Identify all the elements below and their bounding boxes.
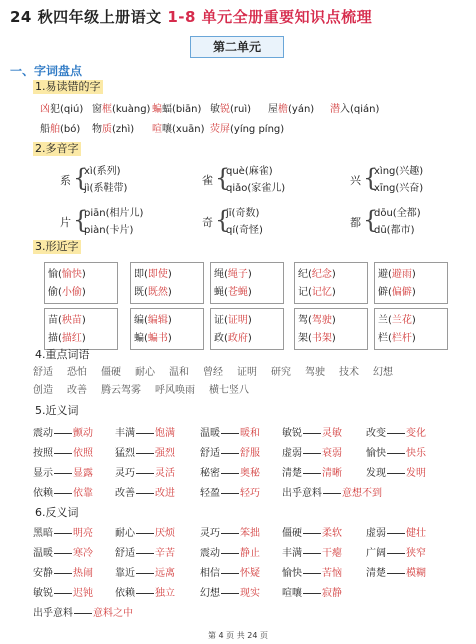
dash-line [303,473,321,474]
similar-char-item: 避(避雨) [378,269,416,280]
word-pair [33,464,93,479]
similar-char-item: 记(记忆) [298,287,336,298]
dash-line [54,493,72,494]
word-pair [366,464,426,479]
dash-line [387,453,405,454]
pair-word: 灵敏 [322,428,342,439]
dash-line [54,433,72,434]
pair-word: 黑暗 [33,528,53,539]
pair-word: 愉快 [282,568,302,579]
pair-word: 柔软 [322,528,342,539]
highlight-char: 兰花 [391,315,412,326]
key-word: 舒适 [33,367,53,378]
pair-word: 清楚 [282,468,302,479]
highlight-char: 蝙 [152,104,162,115]
highlight-char: 凶 [40,104,50,115]
similar-char-item: 架(书架) [298,333,336,344]
dash-line [221,453,239,454]
pair-word: 清晰 [322,468,342,479]
dash-line [303,433,321,434]
pair-word: 震动 [33,428,53,439]
key-words-label: 4.重点词语 [35,348,90,361]
key-word: 恐怕 [67,367,87,378]
word-pair [200,424,260,439]
highlight-char: 小偷 [61,287,82,298]
pair-word: 耐心 [115,528,135,539]
key-word: 证明 [237,367,257,378]
word-pair [200,544,260,559]
pair-word: 笨拙 [240,528,260,539]
unit-heading: 第二单元 [190,36,284,58]
word-pair [282,544,342,559]
brace-icon: { [73,164,89,192]
pair-word: 舒服 [240,448,260,459]
dash-line [136,453,154,454]
highlight-char: 政府 [227,333,248,344]
pair-word: 舒适 [115,548,135,559]
pair-word: 健壮 [406,528,426,539]
polyphone-reading: qí(奇怪) [226,225,263,236]
key-word: 研究 [271,367,291,378]
dash-line [74,613,92,614]
polyphone-reading: jī(奇数) [226,208,260,219]
word-pair [33,564,93,579]
dash-line [303,573,321,574]
highlight-char: 框 [102,104,112,115]
dash-line [387,533,405,534]
highlight-char: 愉快 [61,269,82,280]
dash-line [54,453,72,454]
dash-line [54,473,72,474]
highlight-char: 即使 [147,269,168,280]
word-pair [282,444,342,459]
pair-word: 狭窄 [406,548,426,559]
similar-char-item: 绳(绳子) [214,269,252,280]
highlight-char: 舶 [50,124,60,135]
dash-line [303,533,321,534]
word-pair [33,484,93,499]
pair-word: 暖和 [240,428,260,439]
polyphone-reading: xìng(兴趣) [374,166,424,177]
page-footer: 第 4 页 共 24 页 [208,631,268,640]
polyphone-reading: piān(相片儿) [84,208,144,219]
highlight-char: 秧苗 [61,315,82,326]
dash-line [54,573,72,574]
pair-word: 舒适 [200,448,220,459]
pair-word: 轻巧 [240,488,260,499]
highlight-char: 锐 [220,104,230,115]
word-pair [366,544,426,559]
pair-word: 意料之中 [93,608,133,619]
word-pair [33,424,93,439]
highlight-char: 纪念 [311,269,332,280]
easy-wrong-word: 船舶(bó) [40,124,81,135]
pair-word: 明亮 [73,528,93,539]
key-word: 呼风唤雨 [155,385,195,396]
word-pair [33,524,93,539]
word-pair [366,524,426,539]
dash-line [54,553,72,554]
pair-word: 颤动 [73,428,93,439]
highlight-char: 潜 [330,104,340,115]
key-word: 幻想 [373,367,393,378]
pair-word: 饱满 [155,428,175,439]
pair-word: 虚弱 [366,528,386,539]
highlight-char: 书架 [311,333,332,344]
key-word: 横七竖八 [209,385,249,396]
dash-line [387,473,405,474]
dash-line [136,493,154,494]
pair-word: 强烈 [155,448,175,459]
pair-word: 僵硬 [282,528,302,539]
key-word: 耐心 [135,367,155,378]
polyphone-char: 都 [350,216,361,229]
word-pair [200,484,260,499]
similar-char-item: 既(既然) [134,287,172,298]
antonyms-label: 6.反义词 [35,506,79,519]
brace-icon: { [215,164,231,192]
highlight-char: 描红 [61,333,82,344]
highlight-char: 避雨 [391,269,412,280]
polyphone-char: 系 [60,174,71,187]
highlight-char: 既然 [147,287,168,298]
polyphone-reading: dū(都市) [374,225,415,236]
pair-word: 独立 [155,588,175,599]
dash-line [136,593,154,594]
word-pair [366,424,426,439]
pair-word: 靠近 [115,568,135,579]
pair-word: 奥秘 [240,468,260,479]
word-pair [33,604,133,619]
pair-word: 发现 [366,468,386,479]
polyphone-reading: qiǎo(家雀儿) [226,183,286,194]
highlight-char: 驾驶 [311,315,332,326]
word-pair [200,584,260,599]
word-pair [33,544,93,559]
polyphone-char: 雀 [202,174,213,187]
pair-word: 现实 [240,588,260,599]
highlight-char: 记忆 [311,287,332,298]
pair-word: 依靠 [73,488,93,499]
easy-wrong-word: 敏锐(ruì) [210,104,252,115]
word-pair [115,544,175,559]
similar-char-item: 政(政府) [214,333,252,344]
easy-wrong-label: 1.易读错的字 [35,80,101,93]
pair-word: 改变 [366,428,386,439]
pair-word: 依赖 [115,588,135,599]
polyphone-reading: dōu(全都) [374,208,421,219]
pair-word: 按照 [33,448,53,459]
polyphone-char: 奇 [202,216,213,229]
pair-word: 衰弱 [322,448,342,459]
highlight-char: 栏杆 [391,333,412,344]
pair-word: 灵巧 [200,528,220,539]
pair-word: 厌烦 [155,528,175,539]
pair-word: 依赖 [33,488,53,499]
pair-word: 改进 [155,488,175,499]
word-pair [282,424,342,439]
pair-word: 温暖 [33,548,53,559]
dash-line [221,553,239,554]
similar-char-item: 僻(偏僻) [378,287,416,298]
word-pair [366,564,426,579]
easy-wrong-word: 荧屏(yíng píng) [210,124,285,135]
highlight-char: 檐 [278,104,288,115]
polyphone-reading: piàn(卡片) [84,225,134,236]
pair-word: 猛烈 [115,448,135,459]
similar-char-item: 证(证明) [214,315,252,326]
pair-word: 显示 [33,468,53,479]
pair-word: 显露 [73,468,93,479]
highlight-char: 苍蝇 [227,287,248,298]
pair-word: 模糊 [406,568,426,579]
word-pair [115,524,175,539]
dash-line [136,433,154,434]
pair-word: 寒冷 [73,548,93,559]
highlight-char: 喧 [152,124,162,135]
dash-line [221,573,239,574]
word-pair [115,424,175,439]
similar-char-item: 偷(小偷) [48,287,86,298]
word-pair [33,584,93,599]
polyphone-char: 片 [60,216,71,229]
key-word: 驾驶 [305,367,325,378]
key-word: 温和 [169,367,189,378]
pair-word: 依照 [73,448,93,459]
pair-word: 改善 [115,488,135,499]
pair-word: 清楚 [366,568,386,579]
key-word: 技术 [339,367,359,378]
word-pair [282,464,342,479]
dash-line [387,573,405,574]
similar-char-item: 蝇(苍蝇) [214,287,252,298]
similar-char-item: 蝙(蝙书) [134,333,172,344]
word-pair [200,444,260,459]
key-word: 曾经 [203,367,223,378]
highlight-char: 蝙书 [147,333,168,344]
dash-line [136,533,154,534]
word-pair [366,444,426,459]
easy-wrong-word: 屋檐(yán) [268,104,315,115]
pair-word: 相信 [200,568,220,579]
pair-word: 丰满 [282,548,302,559]
pair-word: 幻想 [200,588,220,599]
similar-char-item: 驾(驾驶) [298,315,336,326]
polyphone-reading: què(麻雀) [226,166,273,177]
pair-word: 变化 [406,428,426,439]
pair-word: 干瘪 [322,548,342,559]
pair-word: 迟钝 [73,588,93,599]
dash-line [221,533,239,534]
word-pair [115,584,175,599]
highlight-char: 证明 [227,315,248,326]
polyphone-char: 兴 [350,174,361,187]
word-pair [282,564,342,579]
pair-word: 敏锐 [282,428,302,439]
pair-word: 灵活 [155,468,175,479]
dash-line [136,573,154,574]
dash-line [221,593,239,594]
similar-char-item: 即(即使) [134,269,172,280]
dash-line [303,593,321,594]
polyphone-reading: xì(系列) [84,166,121,177]
word-pair [115,464,175,479]
word-pair [115,484,175,499]
pair-word: 安静 [33,568,53,579]
brace-icon: { [363,206,379,234]
dash-line [54,533,72,534]
pair-word: 温暖 [200,428,220,439]
polyphone-reading: jì(系鞋带) [84,183,128,194]
pair-word: 喧嚷 [282,588,302,599]
easy-wrong-word: 物质(zhì) [92,124,135,135]
dash-line [387,433,405,434]
section-heading: 一、字词盘点 [10,64,83,78]
dash-line [303,453,321,454]
pair-word: 意想不到 [342,488,382,499]
highlight-char: 荧屏 [210,124,230,135]
word-pair [200,564,260,579]
pair-word: 寂静 [322,588,342,599]
pair-word: 出乎意料 [282,488,322,499]
word-pair [200,524,260,539]
pair-word: 震动 [200,548,220,559]
similar-char-item: 栏(栏杆) [378,333,416,344]
pair-word: 虚弱 [282,448,302,459]
dash-line [323,493,341,494]
highlight-char: 质 [102,124,112,135]
key-word: 僵硬 [101,367,121,378]
pair-word: 热闹 [73,568,93,579]
key-word: 创造 [33,385,53,396]
highlight-char: 绳子 [227,269,248,280]
pair-word: 轻盈 [200,488,220,499]
highlight-char: 偏僻 [391,287,412,298]
dash-line [54,593,72,594]
similar-char-item: 苗(秧苗) [48,315,86,326]
similar-char-item: 描(描红) [48,333,86,344]
similar-char-item: 纪(纪念) [298,269,336,280]
pair-word: 敏锐 [33,588,53,599]
word-pair [115,444,175,459]
brace-icon: { [215,206,231,234]
word-pair [282,584,342,599]
easy-wrong-word: 凶犯(qiú) [40,104,84,115]
brace-icon: { [363,164,379,192]
dash-line [221,433,239,434]
pair-word: 远离 [155,568,175,579]
pair-word: 丰满 [115,428,135,439]
pair-word: 灵巧 [115,468,135,479]
word-pair [282,524,342,539]
similar-char-item: 兰(兰花) [378,315,416,326]
pair-word: 怀疑 [240,568,260,579]
word-pair [282,484,382,499]
key-words-row [33,364,407,382]
word-pair [200,464,260,479]
pair-word: 发明 [406,468,426,479]
pair-word: 辛苦 [155,548,175,559]
pair-word: 快乐 [406,448,426,459]
synonyms-label: 5.近义词 [35,404,79,417]
key-word: 腾云驾雾 [101,385,141,396]
brace-icon: { [73,206,89,234]
pair-word: 秘密 [200,468,220,479]
word-pair [115,564,175,579]
pair-word: 愉快 [366,448,386,459]
easy-wrong-word: 蝙蝠(biān) [152,104,202,115]
polyphone-reading: xīng(兴奋) [374,183,424,194]
dash-line [221,493,239,494]
pair-word: 苦恼 [322,568,342,579]
similar-char-item: 编(编辑) [134,315,172,326]
pair-word: 广阔 [366,548,386,559]
similar-char-item: 愉(愉快) [48,269,86,280]
highlight-char: 编辑 [147,315,168,326]
dash-line [221,473,239,474]
easy-wrong-word: 窗框(kuàng) [92,104,151,115]
page-title: 24 秋四年级上册语文 1-8 单元全册重要知识点梳理 [10,8,373,26]
dash-line [136,553,154,554]
dash-line [136,473,154,474]
polyphone-label: 2.多音字 [35,142,79,155]
easy-wrong-word: 喧嚷(xuān) [152,124,205,135]
dash-line [387,553,405,554]
dash-line [303,553,321,554]
similar-label: 3.形近字 [35,240,79,253]
word-pair [33,444,93,459]
key-word: 改善 [67,385,87,396]
pair-word: 出乎意料 [33,608,73,619]
key-words-row [33,382,263,400]
pair-word: 静止 [240,548,260,559]
easy-wrong-word: 潜入(qián) [330,104,380,115]
